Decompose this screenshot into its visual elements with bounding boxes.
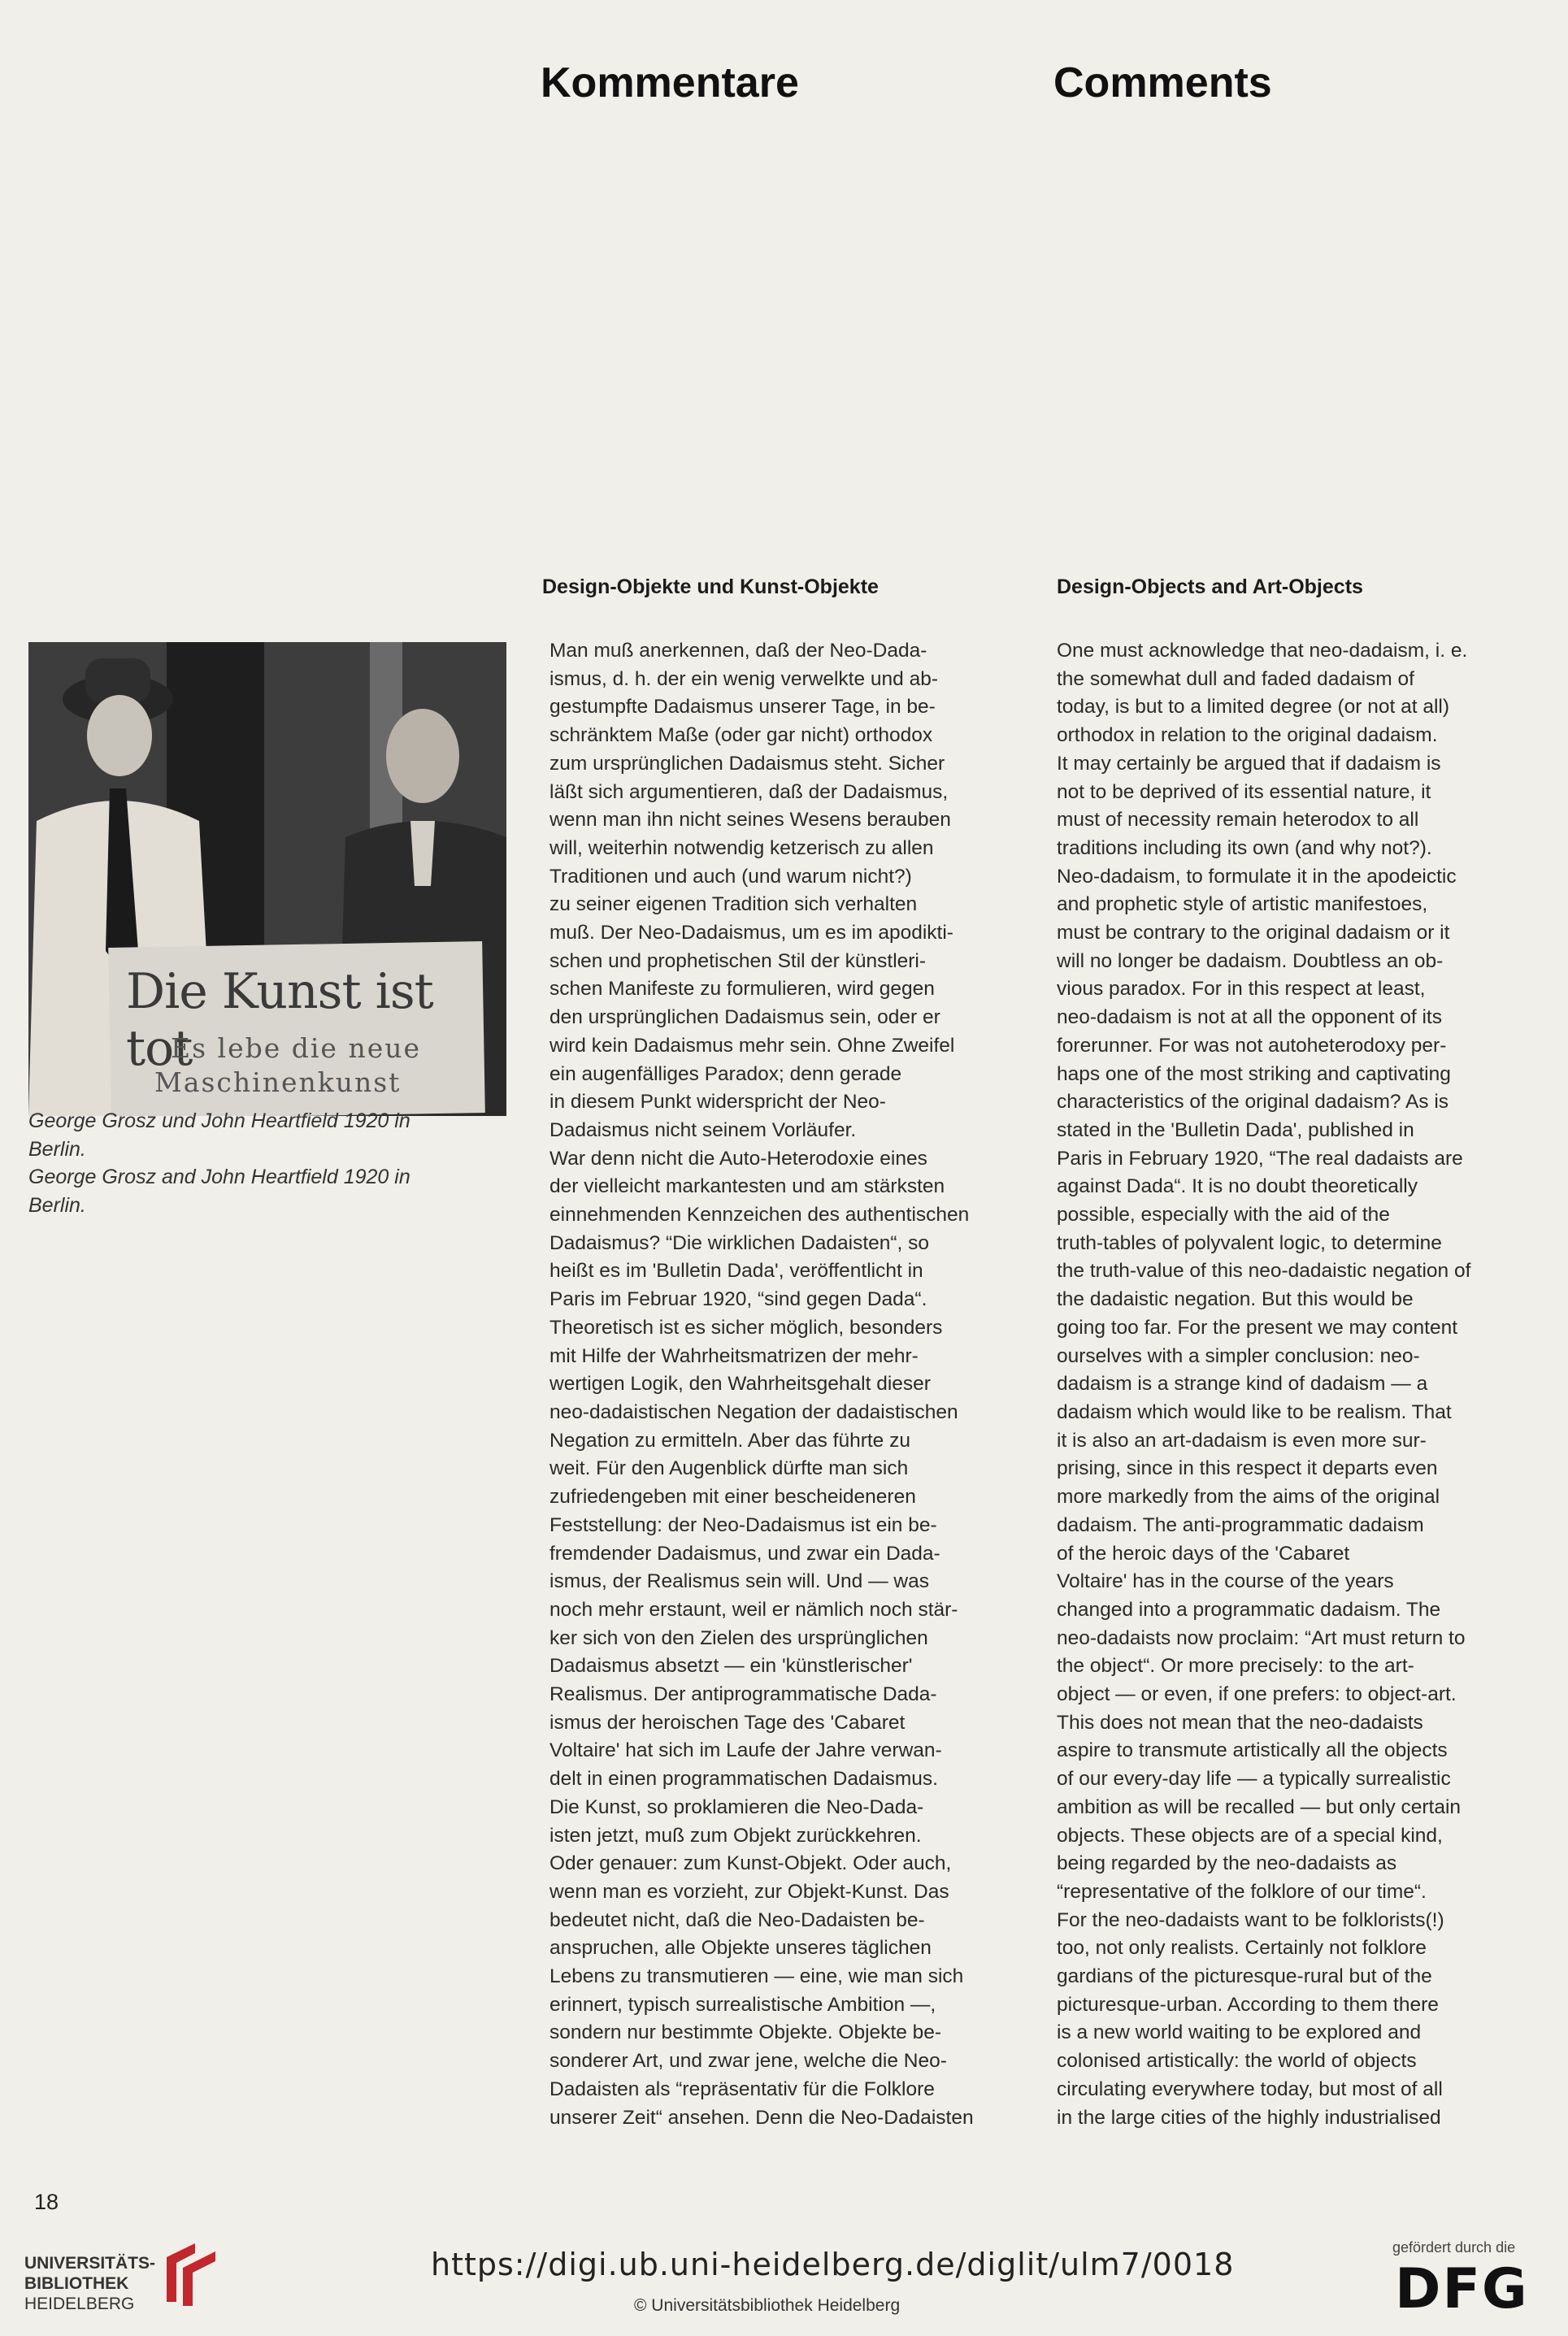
text-line: Dadaismus? “Die wirklichen Dadaisten“, so	[549, 1231, 930, 1254]
text-line: ismus der heroischen Tage des 'Cabaret	[549, 1711, 906, 1734]
library-logo-icon	[159, 2237, 224, 2310]
text-line: Oder genauer: zum Kunst-Objekt. Oder auch,	[549, 1852, 952, 1875]
sign-text-line-2: Es lebe die neue	[171, 1032, 422, 1064]
page-number: 18	[34, 2190, 59, 2214]
text-line: ker sich von den Zielen des ursprünglichen	[549, 1626, 928, 1649]
text-line: This does not mean that the neo-dadaists	[1057, 1711, 1423, 1734]
text-line: Paris in February 1920, “The real dadaists are	[1057, 1147, 1463, 1170]
text-line: ismus, d. h. der ein wenig verwelkte und ab-	[549, 667, 938, 690]
text-line: not to be deprived of its essential nature, it	[1057, 780, 1431, 803]
text-line: Die Kunst, so proklamieren die Neo-Dada-	[549, 1795, 924, 1818]
text-line: Man muß anerkennen, daß der Neo-Dada-	[549, 640, 927, 662]
text-line: Voltaire' has in the course of the years	[1057, 1570, 1394, 1593]
text-line: neo-dadaistischen Negation der dadaistischen	[549, 1400, 958, 1423]
text-line: characteristics of the original dadaism? As is	[1057, 1091, 1449, 1114]
text-line: will, weiterhin notwendig ketzerisch zu allen	[549, 836, 934, 859]
text-line: of the heroic days of the 'Cabaret	[1057, 1542, 1350, 1565]
text-line: truth-tables of polyvalent logic, to determine	[1057, 1231, 1442, 1254]
text-line: dadaism which would like to be realism. That	[1057, 1400, 1452, 1423]
text-line: aspire to transmute artistically all the objects	[1057, 1739, 1448, 1762]
text-line: heißt es im 'Bulletin Dada', veröffentlicht in	[549, 1260, 923, 1283]
text-line: prising, since in this respect it departs even	[1057, 1457, 1438, 1480]
text-line: more markedly from the aims of the original	[1057, 1486, 1440, 1509]
funding-note: gefördert durch die	[1392, 2239, 1516, 2256]
library-name	[24, 2253, 155, 2314]
text-line: stated in the 'Bulletin Dada', published in	[1057, 1118, 1414, 1141]
text-line: is a new world waiting to be explored and	[1057, 2021, 1422, 2044]
text-line: anspruchen, alle Objekte unseres täglichen	[549, 1937, 932, 1960]
library-name-line: BIBLIOTHEK	[24, 2274, 129, 2293]
text-line: Paris im Februar 1920, “sind gegen Dada“.	[549, 1288, 927, 1311]
text-line: sondern nur bestimmte Objekte. Objekte be-	[549, 2021, 942, 2044]
text-line: the dadaistic negation. But this would be	[1057, 1288, 1414, 1311]
text-line: “representative of the folklore of our time“.	[1057, 1880, 1427, 1903]
text-line: schen und prophetischen Stil der künstleri-	[549, 949, 927, 972]
english-text-column	[1057, 637, 1544, 2132]
text-line: unserer Zeit“ ansehen. Denn die Neo-Dadaisten	[549, 2106, 974, 2129]
text-line: going too far. For the present we may content	[1057, 1316, 1458, 1339]
text-line: the object“. Or more precisely: to the art-	[1057, 1655, 1414, 1678]
text-line: Traditionen und auch (und warum nicht?)	[549, 865, 912, 888]
text-line: zu seiner eigenen Tradition sich verhalten	[549, 893, 918, 916]
text-line: It may certainly be argued that if dadaism is	[1057, 752, 1441, 775]
section-title-english: Design-Objects and Art-Objects	[1057, 575, 1363, 598]
library-name-line: HEIDELBERG	[24, 2295, 135, 2313]
historical-photo	[28, 642, 506, 1116]
sign-text-line-3: Maschinenkunst	[154, 1066, 402, 1098]
text-line: For the neo-dadaists want to be folklorists(!)	[1057, 1908, 1444, 1931]
text-line: Negation zu ermitteln. Aber das führte zu	[549, 1429, 910, 1452]
text-line: Realismus. Der antiprogrammatische Dada-	[549, 1683, 937, 1706]
text-line: ein augenfälliges Paradox; denn gerade	[549, 1062, 902, 1085]
copyright-notice: © Universitätsbibliothek Heidelberg	[634, 2296, 901, 2315]
text-line: neo-dadaists now proclaim: “Art must return to	[1057, 1626, 1466, 1649]
text-line: War denn nicht die Auto-Heterodoxie eines	[549, 1147, 927, 1170]
text-line: ambition as will be recalled — but only certain	[1057, 1795, 1462, 1818]
text-line: One must acknowledge that neo-dadaism, i. e.	[1057, 640, 1468, 662]
text-line: zum ursprünglichen Dadaismus steht. Sicher	[549, 752, 945, 775]
sign-text-title: Die Kunst ist tot	[126, 963, 433, 1077]
caption-line: Berlin.	[28, 1193, 86, 1217]
text-line: der vielleicht markantesten und am stärksten	[549, 1175, 945, 1198]
text-line: traditions including its own (and why not?).	[1057, 836, 1432, 859]
text-line: fremdender Dadaismus, und zwar ein Dada-	[549, 1542, 940, 1565]
caption-line: George Grosz und John Heartfield 1920 in	[28, 1109, 410, 1132]
text-line: den ursprünglichen Dadaismus sein, oder er	[549, 1006, 940, 1029]
text-line: of our every-day life — a typically surrealistic	[1057, 1768, 1451, 1791]
text-line: sonderer Art, und zwar jene, welche die Neo-	[549, 2050, 947, 2073]
text-line: vious paradox. For in this respect at least,	[1057, 978, 1426, 1001]
text-line: the somewhat dull and faded dadaism of	[1057, 667, 1414, 690]
text-line: wertigen Logik, den Wahrheitsgehalt dieser	[549, 1373, 931, 1396]
text-line: ourselves with a simpler conclusion: neo-	[1057, 1344, 1420, 1367]
text-line: Neo-dadaism, to formulate it in the apodeictic	[1057, 865, 1457, 888]
section-title-german: Design-Objekte und Kunst-Objekte	[542, 575, 879, 598]
text-line: gardians of the picturesque-rural but of the	[1057, 1965, 1432, 1988]
text-line: mit Hilfe der Wahrheitsmatrizen der mehr-	[549, 1344, 919, 1367]
text-line: being regarded by the neo-dadaists as	[1057, 1852, 1397, 1875]
text-line: bedeutet nicht, daß die Neo-Dadaisten be-	[549, 1908, 925, 1931]
heading-german: Kommentare	[541, 59, 799, 106]
library-name-line: UNIVERSITÄTS-	[24, 2254, 156, 2273]
text-line: wird kein Dadaismus mehr sein. Ohne Zweifel	[549, 1034, 955, 1057]
text-line: wenn man es vorzieht, zur Objekt-Kunst. Das	[549, 1880, 949, 1903]
text-line: weit. Für den Augenblick dürfte man sich	[549, 1457, 909, 1480]
text-line: neo-dadaism is not at all the opponent of its	[1057, 1006, 1442, 1029]
caption-line: George Grosz and John Heartfield 1920 in	[28, 1166, 410, 1188]
text-line: Theoretisch ist es sicher möglich, besonders	[549, 1316, 943, 1339]
text-line: in the large cities of the highly industrialised	[1057, 2106, 1441, 2129]
text-line: wenn man ihn nicht seines Wesens berauben	[549, 809, 951, 831]
text-line: Dadaismus absetzt — ein 'künstlerischer'	[549, 1655, 913, 1678]
text-line: Voltaire' hat sich im Laufe der Jahre verwan-	[549, 1739, 942, 1762]
text-line: noch mehr erstaunt, weil er nämlich noch stär-	[549, 1598, 958, 1621]
text-line: it is also an art-dadaism is even more sur-	[1057, 1429, 1427, 1452]
text-line: against Dada“. It is no doubt theoretically	[1057, 1175, 1418, 1198]
text-line: schränktem Maße (oder gar nicht) orthodox	[549, 724, 933, 747]
text-line: schen Manifeste zu formulieren, wird gegen	[549, 978, 935, 1001]
text-line: dadaism. The anti-programmatic dadaism	[1057, 1513, 1424, 1536]
text-line: muß. Der Neo-Dadaismus, um es im apodikti-	[549, 922, 953, 944]
text-line: haps one of the most striking and captivating	[1057, 1062, 1451, 1085]
text-line: picturesque-urban. According to them there	[1057, 1993, 1439, 2016]
text-line: Dadaisten als “repräsentativ für die Folklore	[549, 2078, 935, 2100]
photo-caption	[28, 1107, 508, 1219]
text-line: object — or even, if one prefers: to object-art.	[1057, 1683, 1457, 1706]
text-line: too, not only realists. Certainly not folklore	[1057, 1937, 1427, 1960]
dfg-logo: DFG	[1395, 2257, 1529, 2321]
digital-library-link[interactable]: https://digi.ub.uni-heidelberg.de/diglit/ulm7/0018	[431, 2247, 1235, 2282]
text-line: orthodox in relation to the original dadaism.	[1057, 724, 1438, 747]
heading-english: Comments	[1053, 59, 1272, 106]
text-line: ismus, der Realismus sein will. Und — was	[549, 1570, 929, 1593]
text-line: must of necessity remain heterodox to all	[1057, 809, 1419, 831]
text-line: zufriedengeben mit einer bescheideneren	[549, 1486, 916, 1509]
text-line: possible, especially with the aid of the	[1057, 1204, 1390, 1227]
text-line: changed into a programmatic dadaism. The	[1057, 1598, 1441, 1621]
text-line: Dadaismus nicht seinem Vorläufer.	[549, 1118, 857, 1141]
caption-line: Berlin.	[28, 1137, 86, 1161]
text-line: forerunner. For was not autoheterodoxy per-	[1057, 1034, 1447, 1057]
text-line: delt in einen programmatischen Dadaismus.	[549, 1768, 938, 1791]
text-line: einnehmenden Kennzeichen des authentischen	[549, 1204, 970, 1227]
text-line: Lebens zu transmutieren — eine, wie man sich	[549, 1965, 964, 1988]
text-line: erinnert, typisch surrealistische Ambition —,	[549, 1993, 936, 2016]
text-line: gestumpfte Dadaismus unserer Tage, in be-	[549, 696, 936, 719]
text-line: will no longer be dadaism. Doubtless an ob-	[1057, 949, 1444, 972]
text-line: dadaism is a strange kind of dadaism — a	[1057, 1373, 1428, 1396]
text-line: today, is but to a limited degree (or not at all)	[1057, 696, 1449, 719]
text-line: must be contrary to the original dadaism or it	[1057, 922, 1450, 944]
text-line: circulating everywhere today, but most of all	[1057, 2078, 1443, 2100]
text-line: the truth-value of this neo-dadaistic negation of	[1057, 1260, 1471, 1283]
text-line: läßt sich argumentieren, daß der Dadaismus,	[549, 780, 949, 803]
text-line: objects. These objects are of a special kind,	[1057, 1824, 1443, 1847]
text-line: and prophetic style of artistic manifestoes,	[1057, 893, 1428, 916]
text-line: in diesem Punkt widerspricht der Neo-	[549, 1091, 886, 1114]
text-line: colonised artistically: the world of objects	[1057, 2050, 1417, 2073]
text-line: isten jetzt, muß zum Objekt zurückkehren.	[549, 1824, 922, 1847]
german-text-column	[549, 637, 1033, 2132]
text-line: Feststellung: der Neo-Dadaismus ist ein be-	[549, 1513, 937, 1536]
